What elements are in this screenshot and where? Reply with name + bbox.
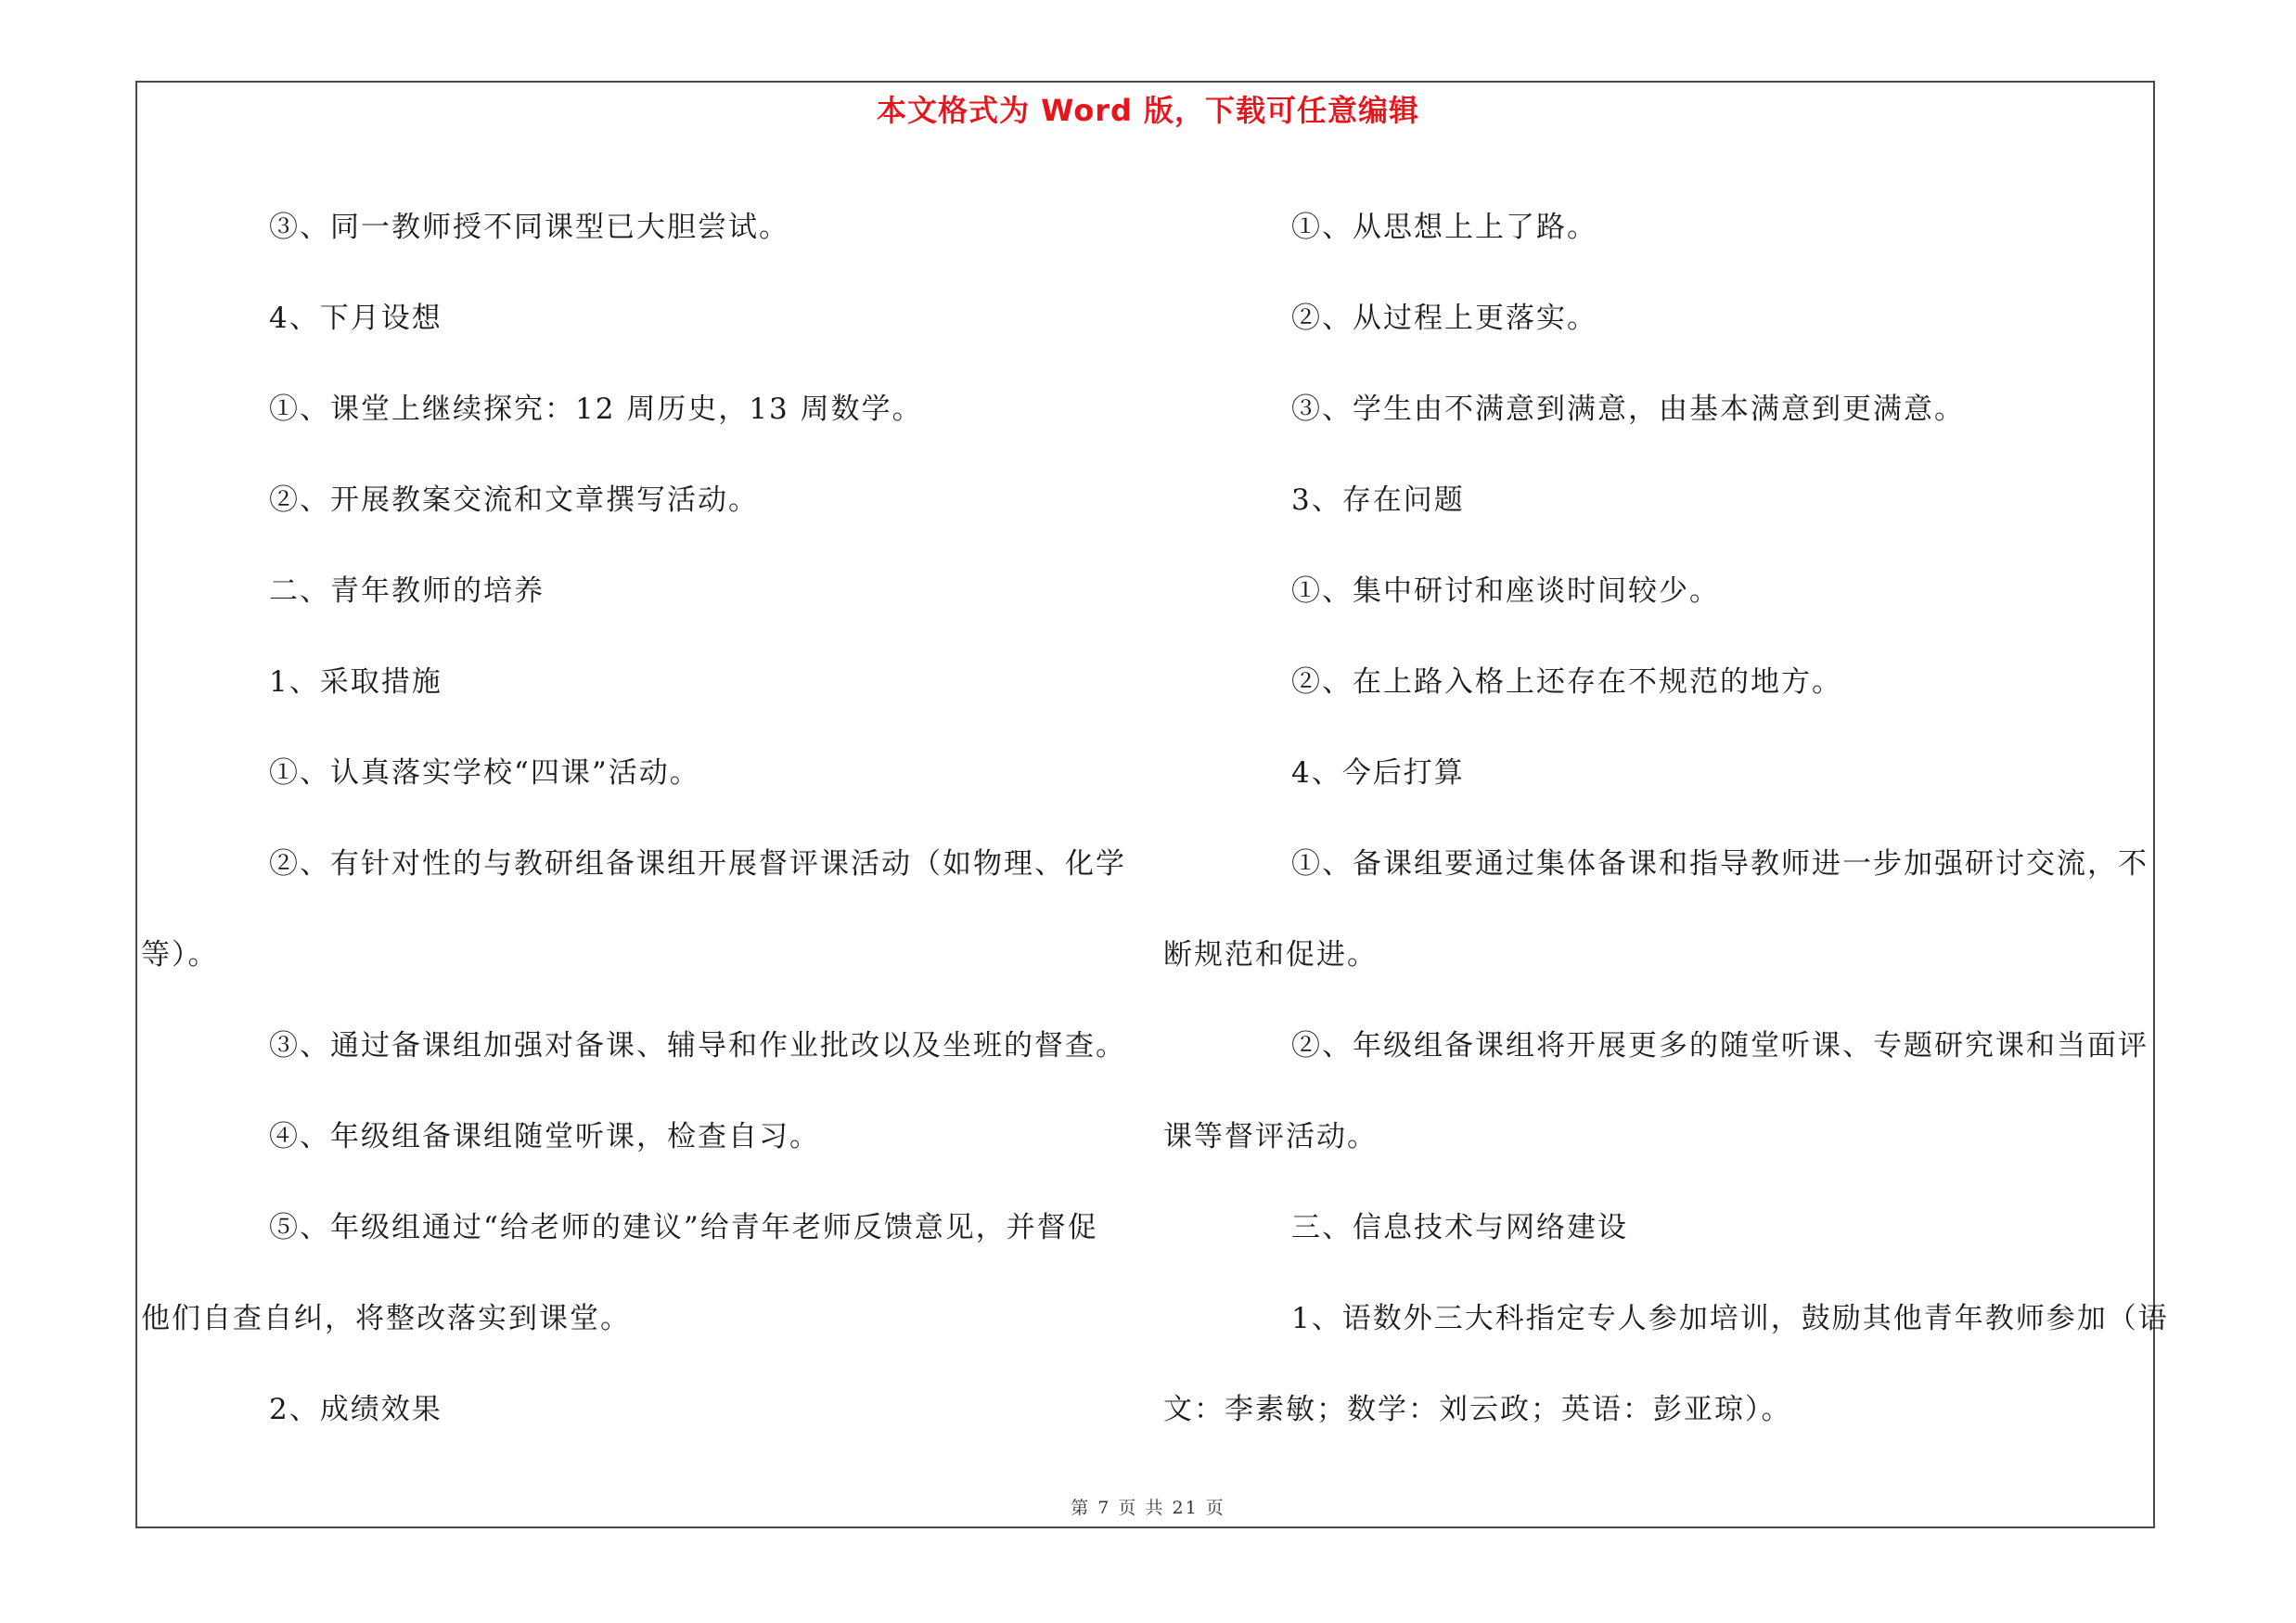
- paragraph: ③、同一教师授不同课型已大胆尝试。: [269, 211, 789, 244]
- section-heading: 4、今后打算: [1291, 756, 1465, 790]
- section-heading: 4、下月设想: [269, 302, 443, 335]
- paragraph: ②、有针对性的与教研组备课组开展督评课活动（如物理、化学: [269, 847, 1126, 881]
- format-notice-banner: 本文格式为 Word 版，下载可任意编辑: [876, 93, 1420, 128]
- paragraph: ④、年级组备课组随堂听课，检查自习。: [269, 1120, 820, 1153]
- section-heading: 2、成绩效果: [269, 1393, 443, 1426]
- paragraph: ②、从过程上更落实。: [1291, 302, 1597, 335]
- paragraph: ③、通过备课组加强对备课、辅导和作业批改以及坐班的督查。: [269, 1029, 1126, 1063]
- paragraph: ①、备课组要通过集体备课和指导教师进一步加强研讨交流，不: [1291, 847, 2148, 881]
- paragraph: ①、课堂上继续探究：12 周历史，13 周数学。: [269, 393, 923, 426]
- paragraph: ②、在上路入格上还存在不规范的地方。: [1291, 665, 1842, 699]
- paragraph-continuation: 断规范和促进。: [1163, 938, 1378, 972]
- page-number-footer: 第 7 页 共 21 页: [1071, 1498, 1225, 1518]
- left-text-column: [141, 182, 1134, 1455]
- section-heading: 3、存在问题: [1291, 483, 1465, 517]
- paragraph: ②、年级组备课组将开展更多的随堂听课、专题研究课和当面评: [1291, 1029, 2148, 1063]
- paragraph: ①、认真落实学校“四课”活动。: [269, 756, 700, 790]
- paragraph-continuation: 等）。: [141, 938, 219, 972]
- right-text-column: [1163, 182, 2169, 1455]
- section-heading: 1、采取措施: [269, 665, 443, 699]
- paragraph: ③、学生由不满意到满意，由基本满意到更满意。: [1291, 393, 1965, 426]
- paragraph: ⑤、年级组通过“给老师的建议”给青年老师反馈意见，并督促: [269, 1211, 1098, 1244]
- section-heading: 二、青年教师的培养: [269, 574, 545, 608]
- paragraph-continuation: 他们自查自纠，将整改落实到课堂。: [141, 1302, 631, 1335]
- section-heading: 三、信息技术与网络建设: [1291, 1211, 1628, 1244]
- paragraph-continuation: 课等督评活动。: [1163, 1120, 1378, 1153]
- paragraph: ②、开展教案交流和文章撰写活动。: [269, 483, 759, 517]
- paragraph-continuation: 文：李素敏；数学：刘云政；英语：彭亚琼）。: [1163, 1393, 1792, 1426]
- paragraph: ①、集中研讨和座谈时间较少。: [1291, 574, 1720, 608]
- paragraph: 1、语数外三大科指定专人参加培训，鼓励其他青年教师参加（语: [1291, 1302, 2169, 1335]
- paragraph: ①、从思想上上了路。: [1291, 211, 1597, 244]
